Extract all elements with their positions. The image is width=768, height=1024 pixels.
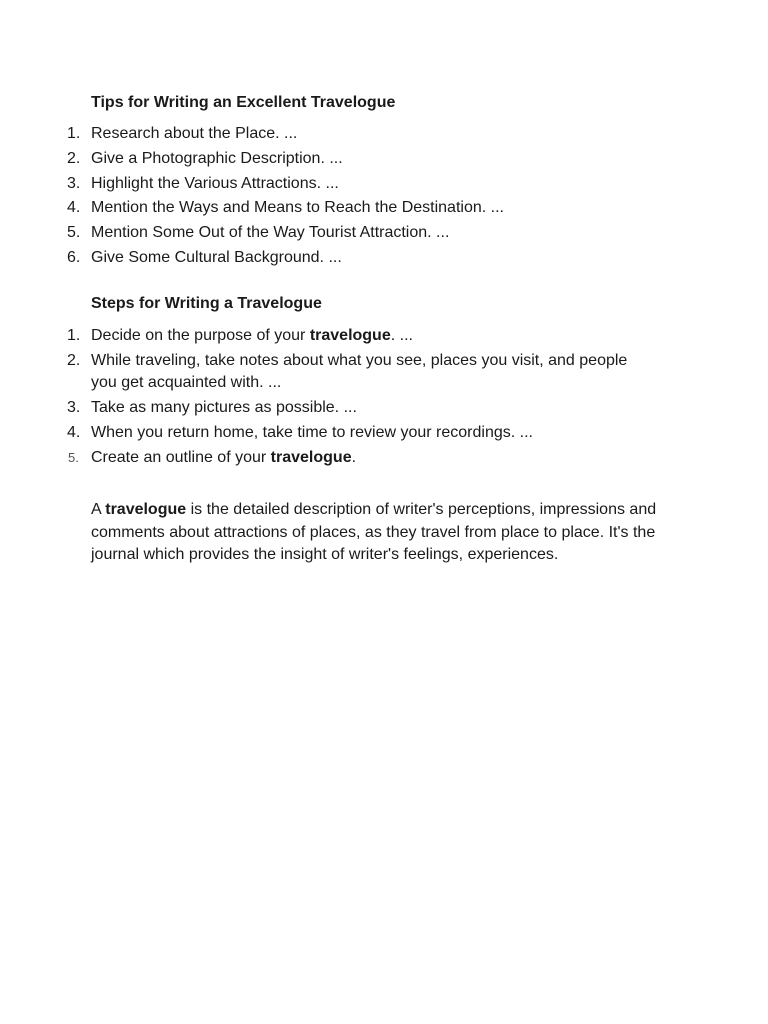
list-item-text: Research about the Place. ... [91, 125, 298, 142]
list-item [0, 246, 631, 271]
list-number: 4. [67, 199, 81, 217]
list-number: 3. [67, 399, 81, 416]
list-item-text: Create an outline of your [91, 449, 271, 466]
list-item [0, 221, 631, 246]
list-item-text-suffix: . [351, 449, 357, 466]
list-item-text: Give Some Cultural Background. ... [91, 248, 342, 266]
list-number: 5. [67, 224, 81, 242]
bold-term: travelogue [309, 327, 391, 344]
list-item [0, 122, 631, 147]
tips-heading: Tips for Writing an Excellent Travelogue [91, 94, 396, 111]
list-number: 1. [67, 125, 81, 142]
list-item [0, 325, 631, 347]
list-item [0, 422, 631, 444]
list-item-text: Highlight the Various Attractions. ... [91, 174, 339, 192]
list-item [0, 196, 631, 221]
list-number: 6. [67, 248, 81, 266]
paragraph-text-prefix: A [91, 501, 106, 518]
list-number: 4. [67, 424, 81, 441]
list-item [0, 447, 631, 469]
list-item [0, 172, 631, 197]
paragraph-text: is the detailed description of writer's perceptions, impressions and comments about attractions of places, as they travel from place to place. It's the journal which provides the insight of writer's feelings, experiences. [91, 501, 657, 563]
list-number: 2. [67, 149, 81, 167]
bold-term: travelogue [105, 501, 187, 518]
list-number: 2. [67, 352, 81, 369]
list-item-text: Mention Some Out of the Way Tourist Attraction. ... [91, 224, 450, 242]
list-item-text: While traveling, take notes about what you see, places you visit, and people you get acquainted with. ... [91, 352, 628, 391]
bold-term: travelogue [270, 449, 352, 466]
list-item-text: Give a Photographic Description. ... [91, 149, 343, 167]
list-item-text: Mention the Ways and Means to Reach the Destination. ... [91, 199, 504, 217]
list-item [0, 147, 631, 172]
list-item [0, 397, 631, 419]
list-number: 3. [67, 174, 81, 192]
steps-heading: Steps for Writing a Travelogue [91, 295, 322, 312]
list-item [0, 350, 631, 394]
list-item-text-suffix: . ... [390, 327, 413, 344]
list-number: 1. [67, 327, 81, 344]
list-item-text: Decide on the purpose of your [91, 327, 310, 344]
definition-paragraph [91, 499, 691, 567]
list-item-text: When you return home, take time to review your recordings. ... [91, 424, 533, 441]
steps-list [0, 325, 640, 472]
list-item-text: Take as many pictures as possible. ... [91, 399, 357, 416]
list-number: 5. [68, 450, 79, 465]
tips-list [0, 122, 640, 271]
